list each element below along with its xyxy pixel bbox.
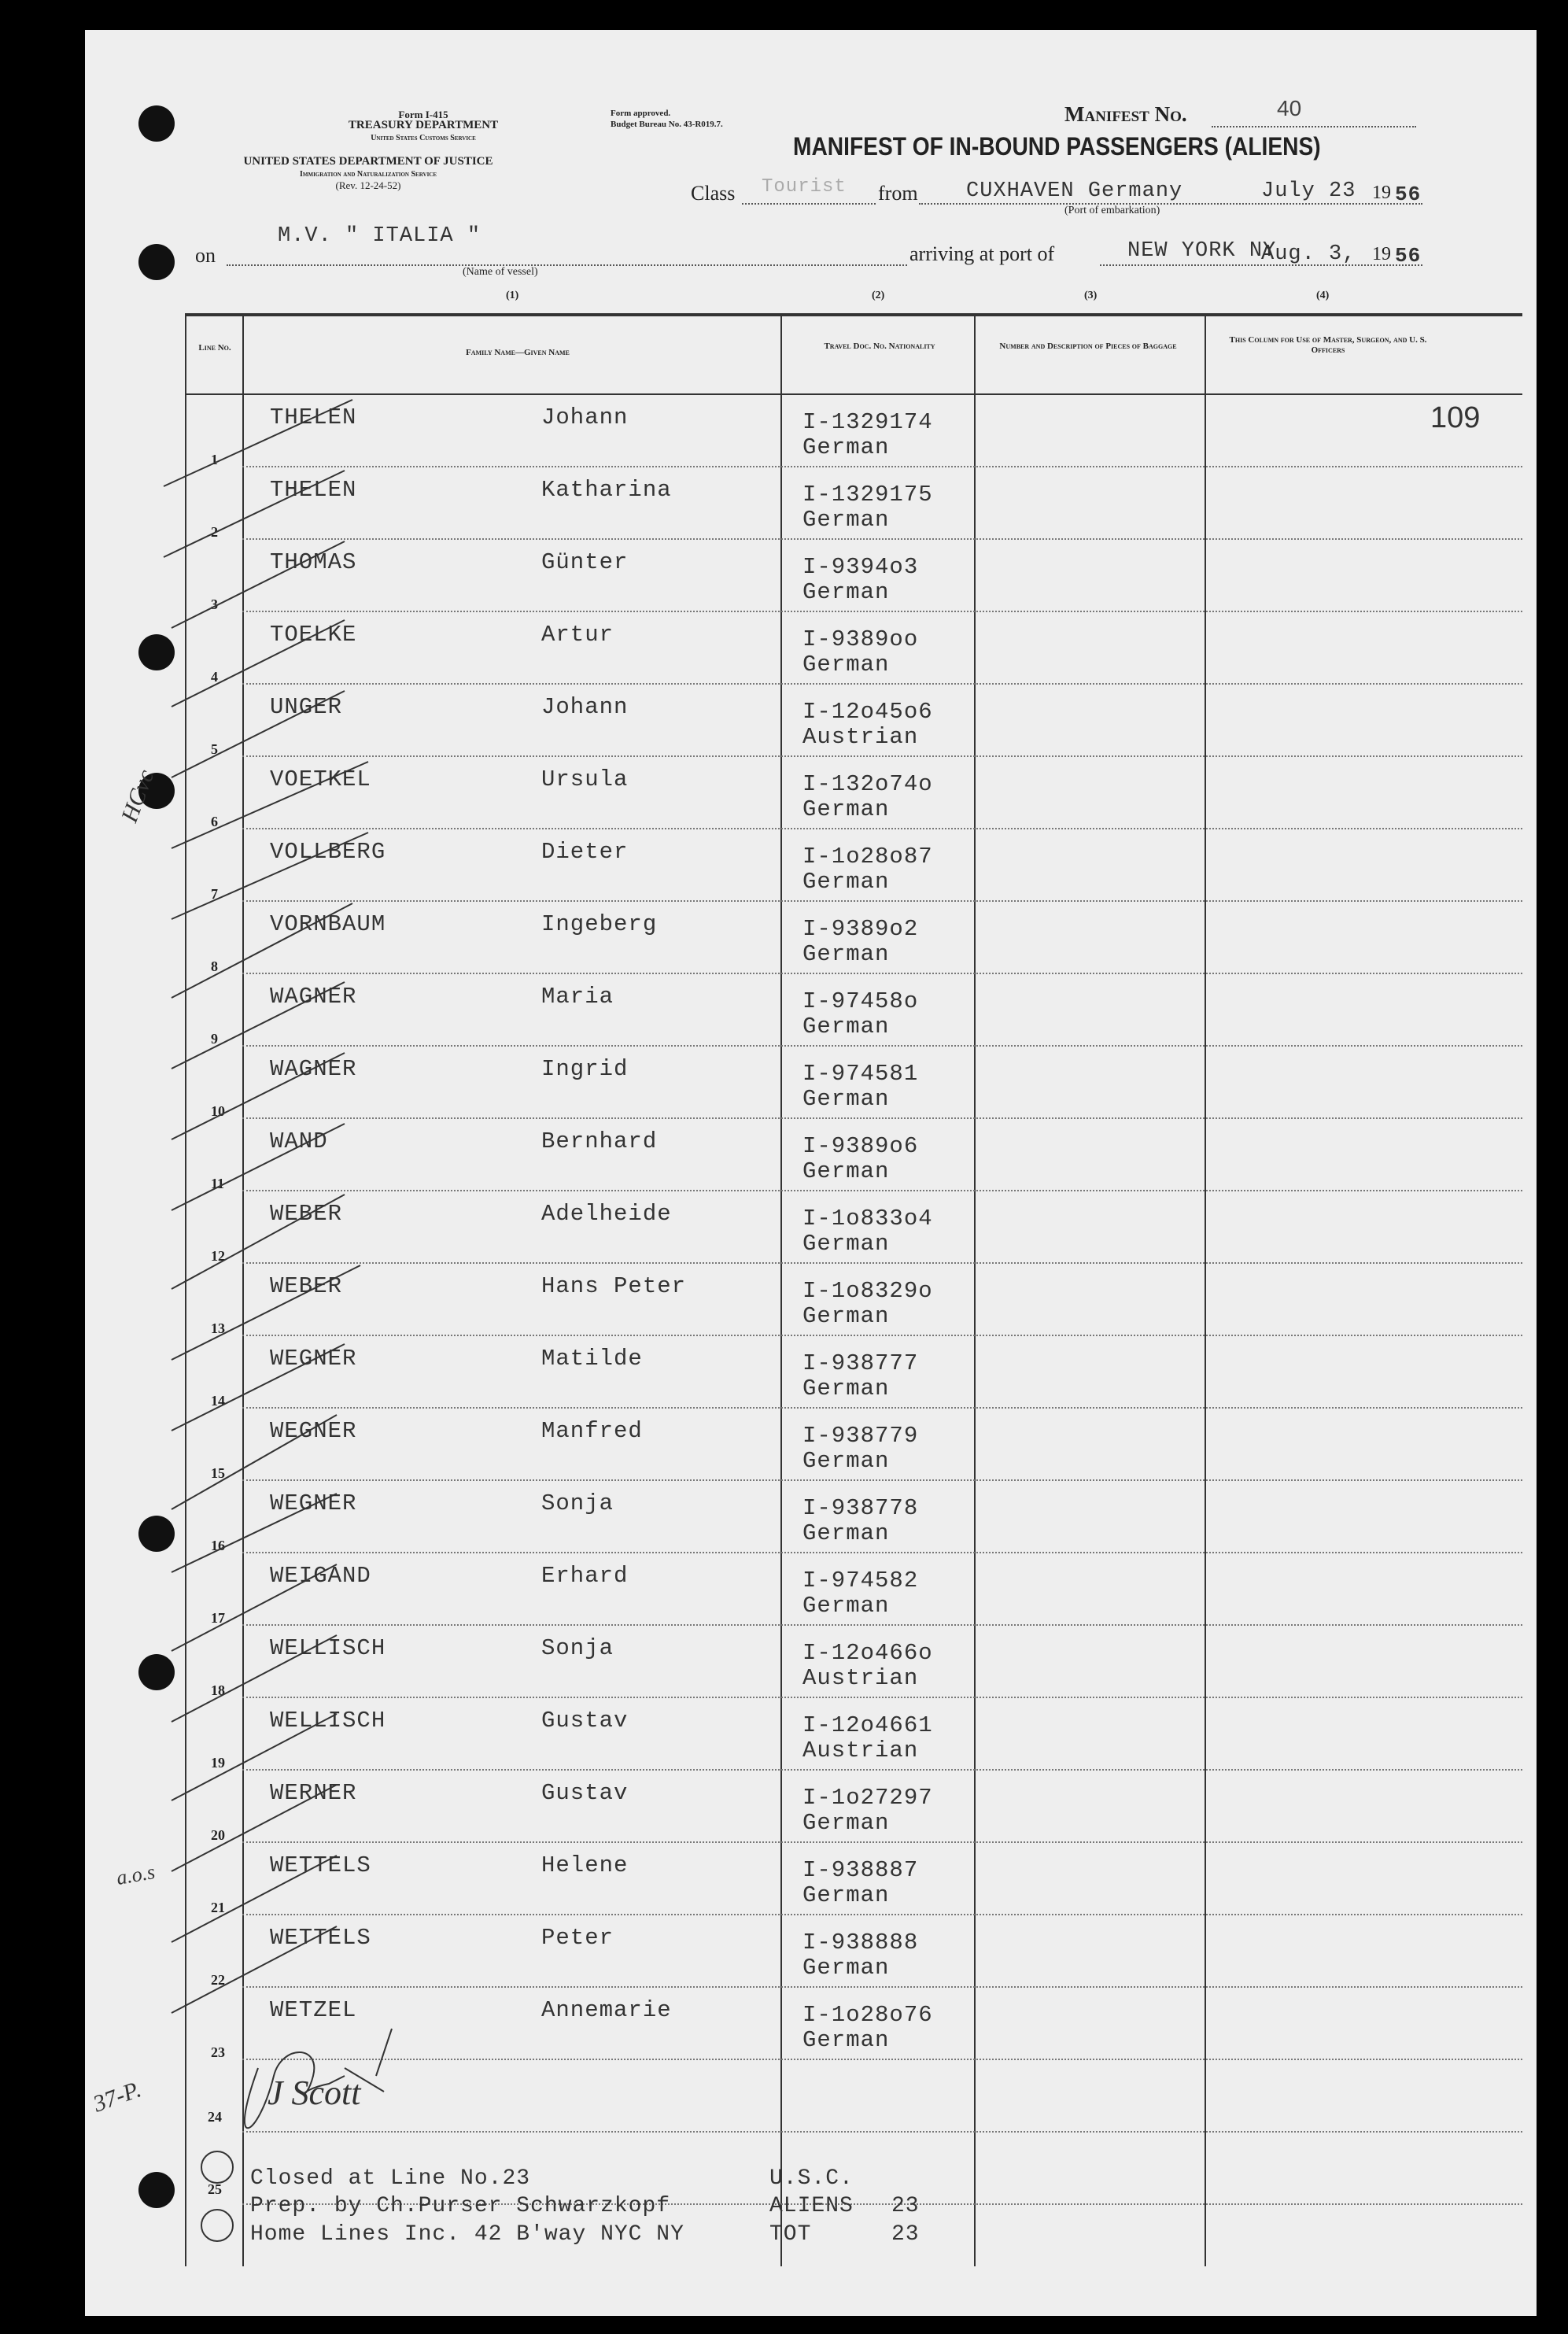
given-name: Katharina xyxy=(541,477,672,503)
nationality: Austrian xyxy=(802,1665,919,1691)
embarkation-caption: (Port of embarkation) xyxy=(1064,205,1160,216)
family-name: WAGNER xyxy=(270,1056,357,1082)
margin-note-hcvc: HCvc xyxy=(116,766,160,826)
given-name: Sonja xyxy=(541,1490,614,1516)
usc-label: U.S.C. xyxy=(769,2166,854,2191)
closed-at-line: Closed at Line No.23 xyxy=(250,2166,531,2191)
travel-doc-number: I-1329175 xyxy=(802,482,933,508)
travel-doc-number: I-1329174 xyxy=(802,409,933,435)
travel-doc-number: I-12o466o xyxy=(802,1640,933,1666)
signature: J Scott xyxy=(267,2074,361,2112)
given-name: Maria xyxy=(541,984,614,1010)
manifest-label: Manifest No. xyxy=(1064,102,1187,126)
line-number: 9 xyxy=(211,1031,218,1047)
arrival-port: NEW YORK NY xyxy=(1127,239,1277,263)
given-name: Ingrid xyxy=(541,1056,629,1082)
page-title: MANIFEST OF IN-BOUND PASSENGERS (ALIENS) xyxy=(793,132,1321,161)
line-number: 23 xyxy=(211,2044,225,2060)
family-name: WEIGAND xyxy=(270,1563,371,1589)
line-number: 20 xyxy=(211,1827,225,1843)
nationality: Austrian xyxy=(802,724,919,750)
given-name: Sonja xyxy=(541,1635,614,1661)
travel-doc-number: I-1o8329o xyxy=(802,1278,933,1304)
justice-department: UNITED STATES DEPARTMENT OF JUSTICE xyxy=(243,155,493,168)
nationality: German xyxy=(802,1593,890,1619)
family-name: WEGNER xyxy=(270,1418,357,1444)
arrival-year: 56 xyxy=(1395,244,1422,268)
nationality: German xyxy=(802,579,890,605)
given-name: Helene xyxy=(541,1852,629,1878)
nationality: German xyxy=(802,1810,890,1836)
family-name: VORNBAUM xyxy=(270,911,386,937)
from-value: CUXHAVEN Germany xyxy=(966,179,1183,203)
nationality: German xyxy=(802,1303,890,1329)
line-number: 17 xyxy=(211,1610,225,1626)
family-name: WEBER xyxy=(270,1273,343,1299)
given-name: Manfred xyxy=(541,1418,643,1444)
family-name: UNGER xyxy=(270,694,343,720)
family-name: WEBER xyxy=(270,1201,343,1227)
given-name: Artur xyxy=(541,622,614,648)
travel-doc-number: I-12o45o6 xyxy=(802,699,933,725)
line-number: 2 xyxy=(211,524,218,540)
line-number: 7 xyxy=(211,886,218,902)
manifest-number: 40 xyxy=(1277,96,1302,120)
travel-doc-number: I-132o74o xyxy=(802,771,933,797)
given-name: Gustav xyxy=(541,1780,629,1806)
travel-doc-number: I-9389o6 xyxy=(802,1133,919,1159)
travel-doc-number: I-974581 xyxy=(802,1061,919,1087)
given-name: Erhard xyxy=(541,1563,629,1589)
travel-doc-number: I-974582 xyxy=(802,1568,919,1594)
departure-year: 56 xyxy=(1395,183,1422,206)
line-number: 5 xyxy=(211,741,218,757)
manifest-page xyxy=(85,30,1537,2316)
family-name: THELEN xyxy=(270,404,357,430)
given-name: Johann xyxy=(541,694,629,720)
from-label: from xyxy=(878,182,918,205)
nationality: German xyxy=(802,652,890,678)
line-number: 25 xyxy=(208,2181,222,2197)
given-name: Bernhard xyxy=(541,1128,658,1154)
on-label: on xyxy=(195,244,216,267)
travel-doc-number: I-1o833o4 xyxy=(802,1206,933,1232)
nationality: German xyxy=(802,1955,890,1981)
nationality: German xyxy=(802,1158,890,1184)
column-header-officers: This Column for Use of Master, Surgeon, and U. S. Officers xyxy=(1229,335,1427,355)
given-name: Ingeberg xyxy=(541,911,658,937)
travel-doc-number: I-12o4661 xyxy=(802,1712,933,1738)
given-name: Ursula xyxy=(541,766,629,792)
family-name: TOELKE xyxy=(270,622,357,648)
nationality: German xyxy=(802,1520,890,1546)
family-name: WELLISCH xyxy=(270,1635,386,1661)
column-header-line: Line No. xyxy=(198,343,231,353)
given-name: Dieter xyxy=(541,839,629,865)
departure-year-prefix: 19 xyxy=(1372,183,1391,203)
arrival-year-prefix: 19 xyxy=(1372,244,1391,264)
margin-note-37p: 37-P. xyxy=(90,2076,145,2118)
customs-service: United States Customs Service xyxy=(371,134,476,142)
line-number: 19 xyxy=(211,1755,225,1771)
ins-service: Immigration and Naturalization Service xyxy=(299,170,437,179)
nationality: German xyxy=(802,2027,890,2053)
nationality: German xyxy=(802,1231,890,1257)
family-name: WETZEL xyxy=(270,1997,357,2023)
nationality: German xyxy=(802,1882,890,1908)
line-number: 11 xyxy=(211,1176,225,1191)
family-name: WEGNER xyxy=(270,1490,357,1516)
family-name: WAGNER xyxy=(270,984,357,1010)
nationality: German xyxy=(802,1014,890,1040)
revision: (Rev. 12-24-52) xyxy=(335,179,401,191)
nationality: German xyxy=(802,941,890,967)
travel-doc-number: I-938778 xyxy=(802,1495,919,1521)
given-name: Johann xyxy=(541,404,629,430)
prepared-by: Prep. by Ch.Purser Schwarzkopf xyxy=(250,2194,671,2218)
nationality: Austrian xyxy=(802,1738,919,1763)
class-value: Tourist xyxy=(762,176,847,198)
given-name: Peter xyxy=(541,1925,614,1951)
nationality: German xyxy=(802,869,890,895)
travel-doc-number: I-1o28o87 xyxy=(802,844,933,870)
nationality: German xyxy=(802,507,890,533)
vessel-name: M.V. " ITALIA " xyxy=(278,224,481,248)
aliens-count: 23 xyxy=(891,2194,920,2218)
nationality: German xyxy=(802,1086,890,1112)
travel-doc-number: I-9394o3 xyxy=(802,554,919,580)
budget-bureau: Budget Bureau No. 43-R019.7. xyxy=(611,120,723,129)
line-number: 3 xyxy=(211,596,218,612)
given-name: Günter xyxy=(541,549,629,575)
column-number-2: (2) xyxy=(872,290,885,301)
family-name: WEGNER xyxy=(270,1346,357,1372)
line-number: 18 xyxy=(211,1682,225,1698)
column-header-travel-doc: Travel Doc. No. Nationality xyxy=(824,342,935,351)
family-name: VOLLBERG xyxy=(270,839,386,865)
nationality: German xyxy=(802,796,890,822)
family-name: THELEN xyxy=(270,477,357,503)
line-number: 15 xyxy=(211,1465,225,1481)
line-number: 21 xyxy=(211,1900,225,1915)
column-number-4: (4) xyxy=(1316,290,1330,301)
travel-doc-number: I-9389oo xyxy=(802,626,919,652)
check-marks xyxy=(85,30,1537,2316)
travel-doc-number: I-1o27297 xyxy=(802,1785,933,1811)
vessel-caption: (Name of vessel) xyxy=(463,266,538,278)
line-number: 24 xyxy=(208,2109,222,2125)
class-label: Class xyxy=(691,182,736,205)
family-name: THOMAS xyxy=(270,549,357,575)
family-name: WETTELS xyxy=(270,1925,371,1951)
family-name: WETTELS xyxy=(270,1852,371,1878)
margin-note-aos: a.o.s xyxy=(114,1859,157,1890)
departure-date: July 23 xyxy=(1261,179,1356,203)
tot-count: 23 xyxy=(891,2222,920,2247)
nationality: German xyxy=(802,1376,890,1402)
travel-doc-number: I-938887 xyxy=(802,1857,919,1883)
form-number: Form I-415 xyxy=(398,109,448,120)
line-number: 4 xyxy=(211,669,218,685)
given-name: Gustav xyxy=(541,1708,629,1734)
family-name: WERNER xyxy=(270,1780,357,1806)
nationality: German xyxy=(802,1448,890,1474)
arriving-label: arriving at port of xyxy=(909,242,1055,265)
home-lines: Home Lines Inc. 42 B'way NYC NY xyxy=(250,2222,684,2247)
line-number: 13 xyxy=(211,1320,225,1336)
aliens-label: ALIENS xyxy=(769,2194,854,2218)
line-number: 6 xyxy=(211,814,218,829)
page-number: 109 xyxy=(1430,401,1481,434)
given-name: Matilde xyxy=(541,1346,643,1372)
travel-doc-number: I-938888 xyxy=(802,1930,919,1955)
column-number-3: (3) xyxy=(1084,290,1098,301)
treasury-department: TREASURY DEPARTMENT xyxy=(348,119,499,131)
travel-doc-number: I-1o28o76 xyxy=(802,2002,933,2028)
tot-label: TOT xyxy=(769,2222,812,2247)
column-number-1: (1) xyxy=(506,290,519,301)
given-name: Annemarie xyxy=(541,1997,672,2023)
travel-doc-number: I-97458o xyxy=(802,988,919,1014)
travel-doc-number: I-9389o2 xyxy=(802,916,919,942)
line-number: 1 xyxy=(211,452,218,467)
travel-doc-number: I-938779 xyxy=(802,1423,919,1449)
family-name: WAND xyxy=(270,1128,328,1154)
travel-doc-number: I-938777 xyxy=(802,1350,919,1376)
line-number: 14 xyxy=(211,1393,225,1409)
given-name: Hans Peter xyxy=(541,1273,687,1299)
line-number: 10 xyxy=(211,1103,225,1119)
line-number: 8 xyxy=(211,958,218,974)
given-name: Adelheide xyxy=(541,1201,672,1227)
column-header-baggage: Number and Description of Pieces of Baggage xyxy=(999,342,1177,351)
family-name: VOETKEL xyxy=(270,766,371,792)
form-approved: Form approved. xyxy=(611,109,671,118)
nationality: German xyxy=(802,434,890,460)
family-name: WELLISCH xyxy=(270,1708,386,1734)
arrival-date: Aug. 3, xyxy=(1261,242,1356,266)
line-number: 16 xyxy=(211,1538,225,1553)
line-number: 22 xyxy=(211,1972,225,1988)
column-header-name: Family Name—Given Name xyxy=(466,348,570,357)
line-number: 12 xyxy=(211,1248,225,1264)
